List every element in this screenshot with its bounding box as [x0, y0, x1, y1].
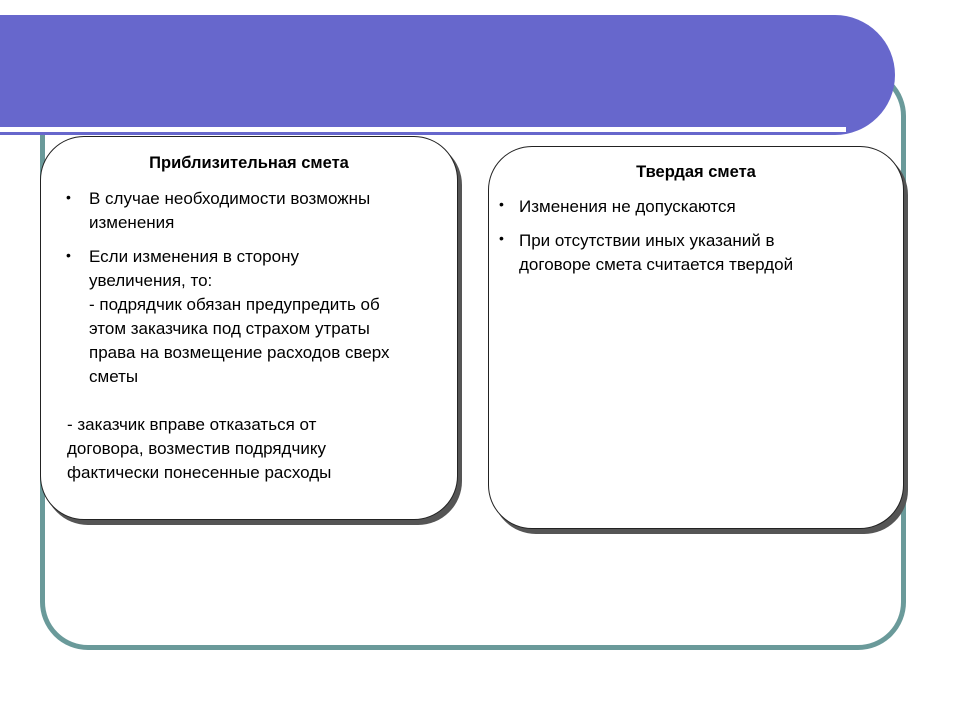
card-title: Твердая смета: [636, 163, 756, 181]
list-item-text: Изменения не допускаются: [519, 197, 736, 216]
banner-divider: [0, 127, 846, 132]
list-item: [41, 187, 457, 235]
bullet-icon: •: [499, 230, 504, 246]
bullet-list: [41, 187, 457, 399]
bullet-icon: •: [66, 189, 71, 205]
card-title: Приблизительная смета: [149, 154, 349, 172]
list-item: [489, 195, 903, 219]
fixed-estimate-card: [488, 146, 904, 529]
list-item-text: В случае необходимости возможны изменения: [89, 189, 371, 232]
list-item-text: При отсутствии иных указаний в договоре смета считается твердой: [519, 231, 794, 274]
list-item: [489, 229, 903, 277]
approximate-estimate-card: [40, 136, 458, 520]
bullet-icon: •: [66, 247, 71, 263]
bullet-icon: •: [499, 196, 504, 212]
bullet-list: [489, 195, 903, 287]
list-item: [41, 245, 457, 389]
card-note: - заказчик вправе отказаться от договора, возместив подрядчику фактически понесенные расходы: [67, 415, 332, 482]
list-item-text: Если изменения в сторону увеличения, то: - подрядчик обязан предупредить об этом заказчика под страхом утраты права на возмещение расходов сверх сметы: [89, 247, 390, 386]
title-banner: [0, 15, 895, 135]
